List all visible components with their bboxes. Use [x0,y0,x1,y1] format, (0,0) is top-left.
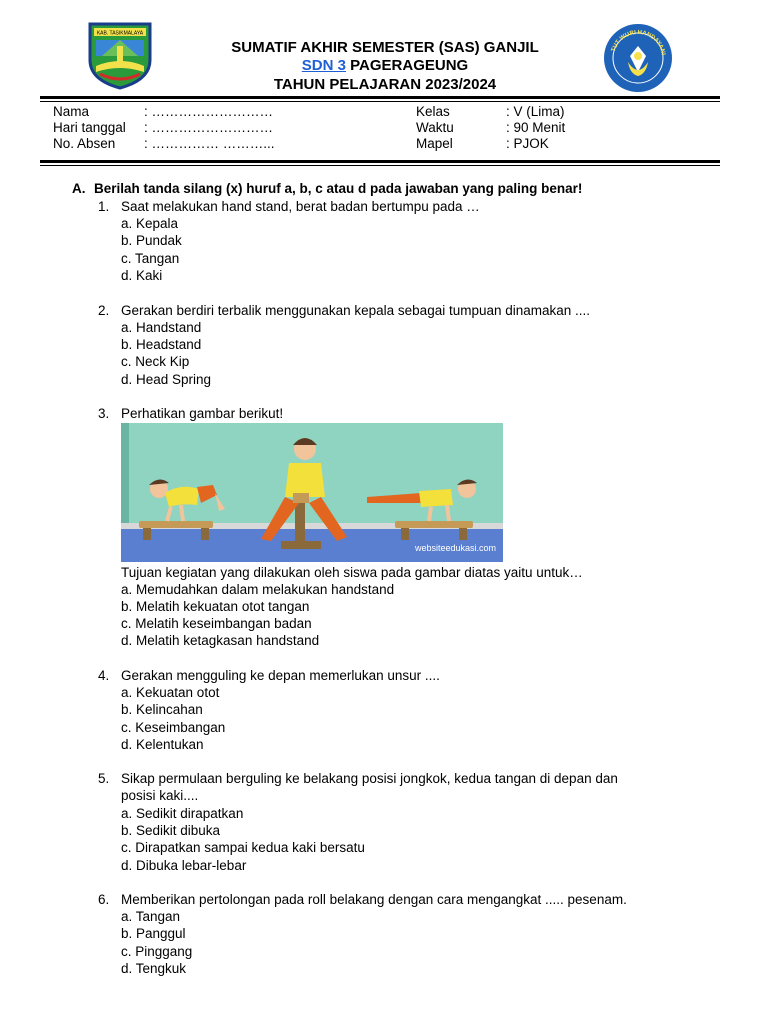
question-3-number: 3. [98,406,110,421]
question-6-option-a[interactable]: a. Tangan [121,909,181,924]
header-divider-thin [40,101,720,102]
crest-banner-text: KAB. TASIKMALAYA [96,30,144,37]
question-2-option-d[interactable]: d. Head Spring [121,372,212,387]
section-instruction: A. Berilah tanda silang (x) huruf a, b, c atau d pada jawaban yang paling benar! [72,181,583,196]
question-3-option-a[interactable]: a. Memudahkan dalam melakukan handstand [121,582,395,597]
question-5-option-c[interactable]: c. Dirapatkan sampai kedua kaki bersatu [121,840,365,855]
question-3-option-d[interactable]: d. Melatih ketagkasan handstand [121,633,320,648]
question-2-option-a[interactable]: a. Handstand [121,320,202,335]
identity-time-label: Waktu [416,120,454,135]
question-4-option-b[interactable]: b. Kelincahan [121,702,203,717]
identity-class-value: : V (Lima) [506,104,565,119]
header-divider [40,96,720,99]
identity-class-label: Kelas [416,104,450,119]
question-3-option-c[interactable]: c. Melatih keseimbangan badan [121,616,312,631]
question-3-followup: Tujuan kegiatan yang dilakukan oleh siswa pada gambar diatas yaitu untuk… [121,565,583,580]
question-2-option-c[interactable]: c. Neck Kip [121,354,190,369]
question-5-number: 5. [98,771,110,786]
identity-subject-value: : PJOK [506,136,549,151]
identity-name-label: Nama [53,104,90,119]
question-1-option-a[interactable]: a. Kepala [121,216,179,231]
identity-absen-label: No. Absen [53,136,116,151]
school-name-rest: PAGERAGEUNG [345,57,469,74]
question-3-option-b[interactable]: b. Melatih kekuatan otot tangan [121,599,310,614]
question-1-text: Saat melakukan hand stand, berat badan bertumpu pada … [121,199,480,214]
logo-ring-text: TUT WURI HANDAYANI [610,29,666,56]
question-5-option-a[interactable]: a. Sedikit dirapatkan [121,806,244,821]
question-5-option-d[interactable]: d. Dibuka lebar-lebar [121,858,247,873]
question-6-option-d[interactable]: d. Tengkuk [121,961,187,976]
question-1-option-b[interactable]: b. Pundak [121,233,182,248]
question-6-option-c[interactable]: c. Pinggang [121,944,193,959]
question-2-option-b[interactable]: b. Headstand [121,337,202,352]
exam-title: SUMATIF AKHIR SEMESTER (SAS) GANJIL [231,39,539,56]
identity-divider-thin [40,165,720,166]
gymnastics-illustration [121,423,503,562]
question-5-text-line-1: Sikap permulaan berguling ke belakang posisi jongkok, kedua tangan di depan dan [121,771,618,786]
school-name [150,56,620,75]
identity-name-field: : ……………………… [144,104,274,119]
question-4-option-a[interactable]: a. Kekuatan otot [121,685,220,700]
question-4-option-d[interactable]: d. Kelentukan [121,737,204,752]
question-4-text: Gerakan mengguling ke depan memerlukan unsur .... [121,668,440,683]
question-6-number: 6. [98,892,110,907]
question-4-option-c[interactable]: c. Keseimbangan [121,720,226,735]
regency-crest-icon [84,20,156,90]
identity-divider [40,160,720,163]
identity-date-field: : ……………………… [144,120,274,135]
identity-date-label: Hari tanggal [53,120,126,135]
question-3-text: Perhatikan gambar berikut! [121,406,284,421]
question-6-text: Memberikan pertolongan pada roll belakang dengan cara mengangkat ..... pesenam. [121,892,627,907]
identity-time-value: : 90 Menit [506,120,566,135]
identity-absen-field: : …………… ………... [144,136,275,151]
image-watermark: websiteedukasi.com [415,543,497,553]
question-6-option-b[interactable]: b. Panggul [121,926,186,941]
question-1-option-c[interactable]: c. Tangan [121,251,180,266]
question-1-option-d[interactable]: d. Kaki [121,268,163,283]
identity-subject-label: Mapel [416,136,453,151]
question-5-option-b[interactable]: b. Sedikit dibuka [121,823,221,838]
question-2-text: Gerakan berdiri terbalik menggunakan kepala sebagai tumpuan dinamakan .... [121,303,591,318]
academic-year: TAHUN PELAJARAN 2023/2024 [273,76,497,93]
question-2-number: 2. [98,303,110,318]
question-1-number: 1. [98,199,110,214]
school-link[interactable]: SDN 3 [301,57,346,74]
question-4-number: 4. [98,668,110,683]
question-5-text-line-2: posisi kaki.... [121,788,199,803]
